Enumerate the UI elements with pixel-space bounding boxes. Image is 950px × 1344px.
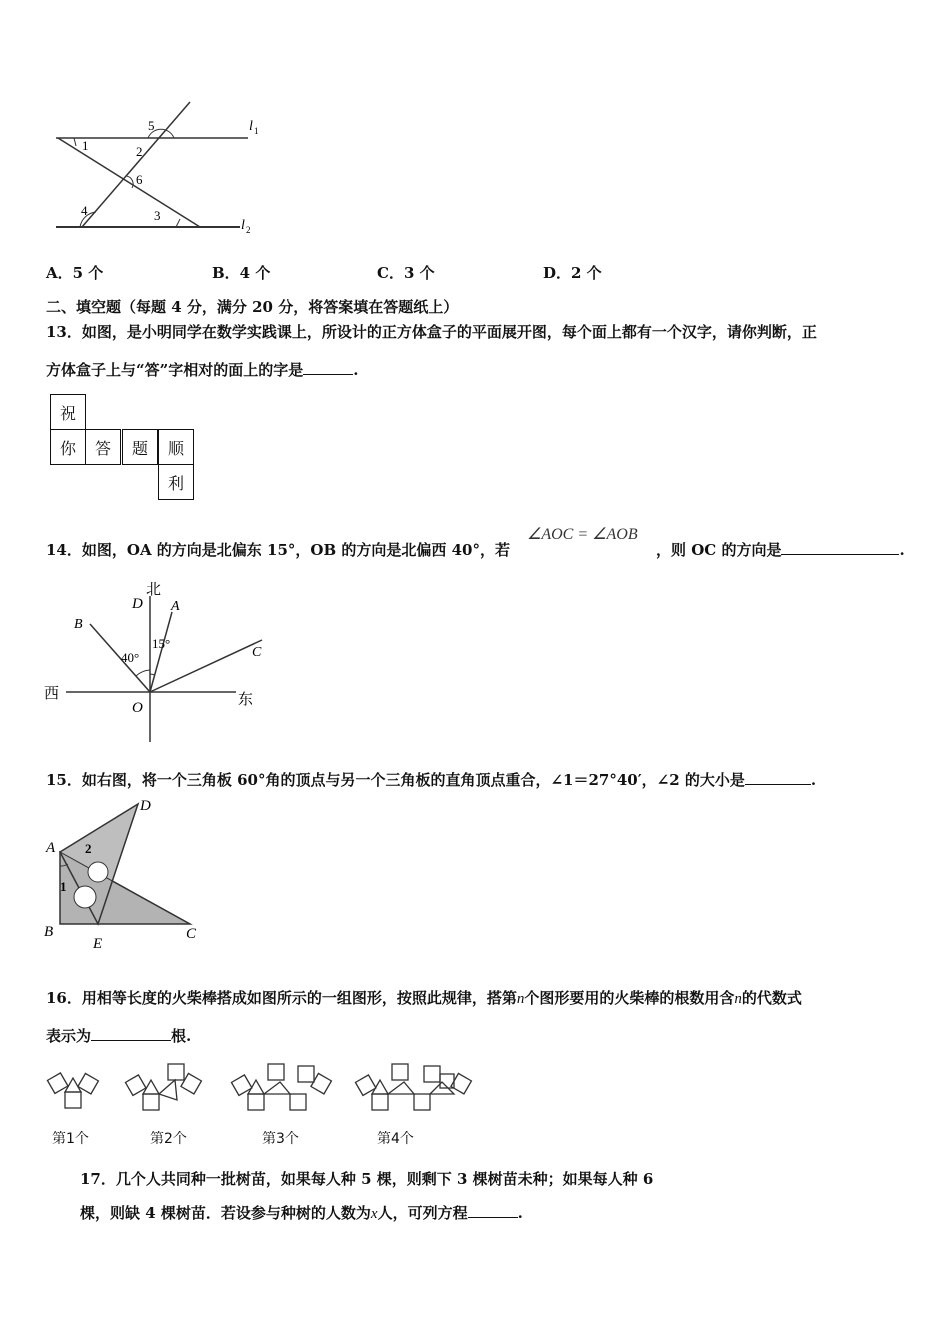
q14-text-end: .	[899, 541, 905, 559]
q17-line1: 17．几个人共同种一批树苗，如果每人种 5 棵，则剩下 3 棵树苗未种；如果每人种 6	[80, 1170, 654, 1188]
transversal-1	[58, 138, 200, 227]
q16-figures	[40, 1060, 480, 1150]
label-l1: l	[249, 119, 253, 134]
q16-answer-blank[interactable]	[91, 1026, 171, 1041]
q13-answer-blank[interactable]	[303, 360, 353, 375]
q13-line1: 13．如图，是小明同学在数学实践课上，所设计的正方体盒子的平面展开图，每个面上都有一个汉字，请你判断，正	[46, 323, 817, 341]
q14-text-a: 14．如图，OA 的方向是北偏东 15°，OB 的方向是北偏西 40°，若	[46, 541, 510, 559]
cube-cell: 利	[158, 464, 194, 500]
transversal-2	[82, 102, 190, 227]
angle-1-label: 1	[60, 879, 67, 894]
q13-line2-end: .	[353, 361, 359, 379]
q14-text-b: ，则 OC 的方向是	[656, 541, 782, 559]
label-b: B	[74, 617, 83, 632]
angle-1-label: 1	[82, 138, 89, 153]
option-d[interactable]: D．2 个	[543, 264, 602, 282]
q12-figure	[40, 98, 280, 238]
label-o: O	[132, 700, 143, 716]
option-a[interactable]: A．5 个	[46, 264, 104, 282]
cube-cell: 答	[85, 429, 121, 465]
cube-cell: 祝	[50, 394, 86, 430]
ray-ob	[90, 624, 150, 692]
q16-line1	[46, 987, 802, 1008]
label-d: D	[140, 798, 151, 814]
angle-3-label: 3	[154, 208, 161, 223]
angle-2-label: 2	[136, 144, 143, 159]
q15-figure	[40, 796, 220, 952]
q13-line2	[46, 359, 359, 380]
q14-answer-blank[interactable]	[781, 540, 899, 555]
q17-line2	[80, 1202, 523, 1223]
section-title: 二、填空题（每题 4 分，满分 20 分，将答案填在答题纸上）	[46, 298, 459, 316]
label-l1-sub: 1	[254, 126, 259, 136]
caption-4: 第4个	[377, 1131, 414, 1147]
label-l2: l	[241, 218, 245, 233]
q16-text-b: 个图形要用的火柴棒的根数用含	[524, 989, 735, 1007]
q17-line2-end: .	[517, 1204, 523, 1222]
matchstick-figure-2	[125, 1064, 201, 1110]
matchstick-figure-3	[231, 1064, 331, 1110]
label-b: B	[44, 924, 54, 940]
label-c: C	[252, 645, 262, 660]
label-east: 东	[238, 692, 254, 708]
caption-3: 第3个	[262, 1131, 299, 1147]
label-d: D	[132, 596, 143, 612]
angle-2-label: 2	[85, 841, 92, 856]
q16-var-n: n	[516, 991, 525, 1007]
label-c: C	[186, 926, 197, 942]
q15-answer-blank[interactable]	[745, 770, 811, 785]
q16-line2	[46, 1025, 191, 1046]
q17-var-x: x	[370, 1206, 378, 1222]
label-a: A	[46, 840, 56, 856]
label-40-degrees: 40°	[121, 650, 140, 665]
cube-cell: 顺	[158, 429, 194, 465]
angle-4-label: 4	[81, 203, 88, 218]
cube-cell: 你	[50, 429, 86, 465]
label-west: 西	[44, 686, 60, 702]
q14-math: ∠AOC = ∠AOB	[527, 526, 638, 543]
cube-cell: 题	[122, 429, 158, 465]
q15-text-end: .	[810, 771, 817, 789]
q13-cube-net	[50, 394, 200, 506]
q14-figure	[40, 578, 280, 746]
label-north: 北	[146, 582, 162, 598]
q16-line2-a: 表示为	[46, 1027, 92, 1045]
q13-line2-text: 方体盒子上与“答”字相对的面上的字是	[46, 361, 304, 379]
q16-line2-b: 根.	[171, 1027, 192, 1045]
q14-text-b-wrap	[656, 539, 905, 560]
q16-text-a: 16．用相等长度的火柴棒搭成如图所示的一组图形，按照此规律，搭第	[46, 989, 517, 1007]
option-b[interactable]: B．4 个	[212, 264, 271, 282]
q15-line	[46, 769, 816, 790]
matchstick-figure-4	[355, 1064, 471, 1110]
matchstick-figure-1	[47, 1073, 98, 1108]
q15-text: 15．如右图，将一个三角板 60°角的顶点与另一个三角板的直角顶点重合，∠1＝27°40′，∠2 的大小是	[46, 771, 745, 789]
option-c[interactable]: C．3 个	[377, 264, 435, 282]
label-l2-sub: 2	[246, 225, 251, 235]
caption-1: 第1个	[52, 1131, 89, 1147]
ray-oa	[150, 612, 172, 692]
q16-var-n: n	[734, 991, 742, 1007]
angle-6-label: 6	[136, 172, 143, 187]
caption-2: 第2个	[150, 1131, 187, 1147]
label-15-degrees: 15°	[152, 636, 171, 651]
q17-answer-blank[interactable]	[468, 1203, 518, 1218]
label-e: E	[93, 936, 103, 952]
q17-line2-b: 人，可列方程	[377, 1204, 468, 1222]
q17-line2-a: 棵，则缺 4 棵树苗．若设参与种树的人数为	[80, 1204, 371, 1222]
angle-5-label: 5	[148, 118, 155, 133]
q16-text-c: 的代数式	[741, 989, 802, 1007]
label-a: A	[171, 599, 180, 614]
